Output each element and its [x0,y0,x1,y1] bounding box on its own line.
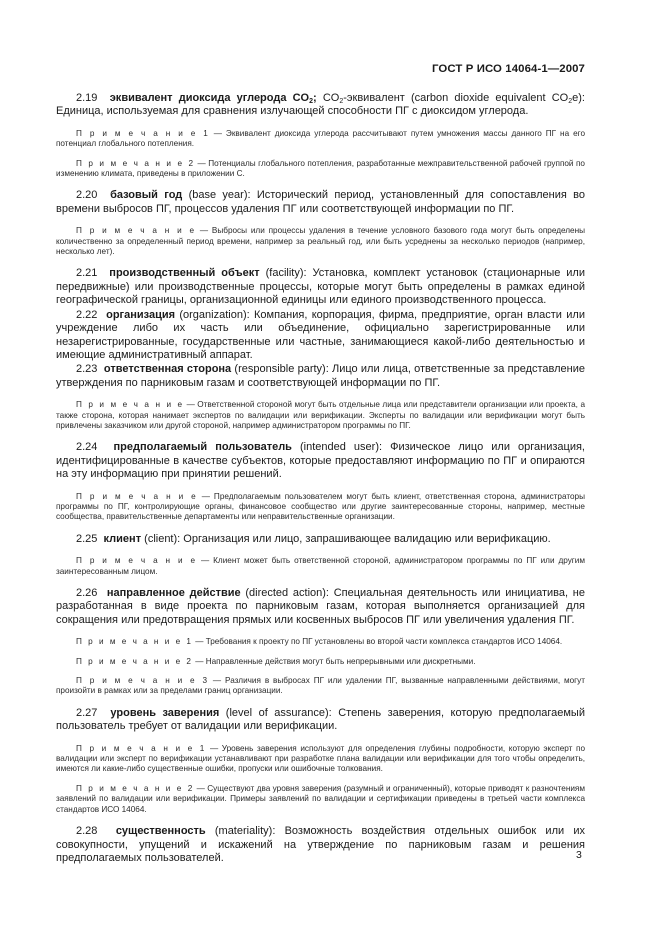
term-text: (facility): Установка, комплект установок (стационарные или передвижные) или производственные процессы, которые могут быть определены в рамках единой географической границы, организационной единицы или единого производственного процесса. [56,267,585,307]
note-2-20: П р и м е ч а н и е — Выбросы или процессы удаления в течение условного базового года могут быть определены количественно за определенный период времени, например за реальный год, или быть усреднены за несколько периодов (например, несколько лет). [56,226,586,257]
term-text: (materiality): Возможность воздействия отдельных ошибок или их совокупности, упущений и искажений на утверждение по парниковым газам и решения предполагаемых пользователей. [56,825,585,864]
term-number: 2.24 [76,441,98,454]
term-text: (directed action): Специальная деятельность или инициатива, не разработанная в виде проекта по парниковым газам, которая выполняется организацией для сокращения или предотвращения прямых или косвенных выбросов ПГ или увеличения удаления ПГ. [56,587,585,626]
term-number: 2.19 [76,92,98,104]
term-2-24 [56,441,585,481]
term-name: ответственная сторона [103,363,232,376]
note-2-27-2: П р и м е ч а н и е 2 — Существуют два уровня заверения (разумный и ограниченный), которые приводят к разночтениям заявлений по валидации или верификации. Примеры заявлений по валидации и сертификации приведены в третьей части комплекса стандартов ИСО 14064. [56,783,585,814]
term-number: 2.22 [76,308,98,321]
term-2-22 [56,309,585,363]
term-text: (base year): Исторический период, установленный для сопоставления во времени выбросов ПГ, процессов удаления ПГ или соответствующей информации по ПГ. [56,189,585,215]
note-2-26-2: П р и м е ч а н и е 2 — Направленные действия могут быть непрерывными или дискретными. [76,656,476,666]
term-name: существенность [115,825,206,838]
term-name: организация [106,308,176,321]
note-2-26-3: П р и м е ч а н и е 3 — Различия в выбросах ПГ или удалении ПГ, вызванные направленными действиями, могут произойти в рамках или за пределами границ организации. [56,676,585,696]
term-name: эквивалент диоксида углерода $CO_2$; [109,92,317,105]
note-2-27-1: П р и м е ч а н и е 1 — Уровень заверения используют для определения глубины подробности, которую эксперт по валидации или эксперт по верификации устанавливают при разработке плана валидации или верификации для того чтобы определить, имеются ли какие-либо существенные ошибки, пропуски или ошибочные толкования. [56,743,586,774]
term-2-27 [56,707,585,734]
term-text: CO [316,92,340,104]
term-2-19: 2.19 эквивалент диоксида углерода $CO_2$; $CO_2$-эквивалент (carbon dioxide equivalent $CO_2e$): Единица, используемая для сравнения излучающей способности ПГ с диоксидом углерода. [56,92,585,118]
note-2-26-1: П р и м е ч а н и е 1 — Требования к проекту по ПГ установлены во второй части комплекса стандартов ИСО 14064. [76,637,563,647]
term-text: (client): Организация или лицо, запрашивающее валидацию или верификацию. [141,532,551,545]
term-number: 2.20 [76,189,98,202]
term-number: 2.26 [76,587,98,599]
term-number: 2.23 [76,363,98,376]
term-2-26 [56,587,585,627]
term-text: (responsible party): Лицо или лица, ответственные за представление утверждения по парниковым газам и соответствующей информации по ПГ. [56,363,585,389]
term-text: (intended user): Физическое лицо или организация, идентифицированные в качестве субъектов, которые предоставляют информацию по ПГ и опираются на эту информацию при принятии решений. [56,441,585,481]
term-number: 2.25 [76,532,98,545]
term-2-23 [56,363,585,390]
standard-header: ГОСТ Р ИСО 14064-1—2007 [432,63,585,75]
term-2-20 [56,189,585,216]
note-2-19-2: П р и м е ч а н и е 2 — Потенциалы глобального потепления, разработанные межправительственной рабочей группой по изменению климата, приведены в приложении С. [56,158,585,179]
note-2-24: П р и м е ч а н и е — Предполагаемым пользователем могут быть клиент, ответственная сторона, администраторы программы по ПГ, контролирующие органы, финансовое сообщество или другие заинтересованные стороны, например, местные сообщества, правительственные департаменты или неправительственные организации. [56,491,585,522]
note-2-25: П р и м е ч а н и е — Клиент может быть ответственной стороной, администратором программы по ПГ или другим заинтересованным лицом. [56,556,585,576]
term-name: направленное действие [106,587,241,599]
note-2-23: П р и м е ч а н и е — Ответственной стороной могут быть отдельные лица или представители организации или проекта, а также сторона, которая нанимает экспертов по валидации или верификации. Эксперты по валидации или верификации могут быть привлечены заказчиком или другой стороной, например администратором программы по ПГ. [56,400,585,430]
term-name: базовый год [110,189,183,202]
note-2-19-1: П р и м е ч а н и е 1 — Эквивалент диоксида углерода рассчитывают путем умножения массы данного ПГ на его потенциал глобального потепления. [56,128,585,149]
term-name: клиент [103,532,142,545]
term-number: 2.27 [76,706,98,719]
document-body [56,92,585,865]
page-number: 3 [576,849,582,861]
term-2-28 [56,825,585,865]
term-name: предполагаемый пользователь [113,441,292,454]
term-number: 2.28 [76,825,98,838]
term-text: (organization): Компания, корпорация, фирма, предприятие, орган власти или учреждение либо их часть или объединение, официально зарегистрированные или незарегистрированные, государственные или частные, занимающиеся какой-либо деятельностью и имеющие административный аппарат. [56,308,585,361]
term-name: производственный объект [109,267,260,280]
term-text: (level of assurance): Степень заверения, которую предполагаемый пользователь требует от валидации или верификации. [56,706,585,733]
term-2-25 [56,533,585,546]
term-name: уровень заверения [110,706,220,719]
term-number: 2.21 [76,267,98,280]
term-2-21 [56,267,585,307]
